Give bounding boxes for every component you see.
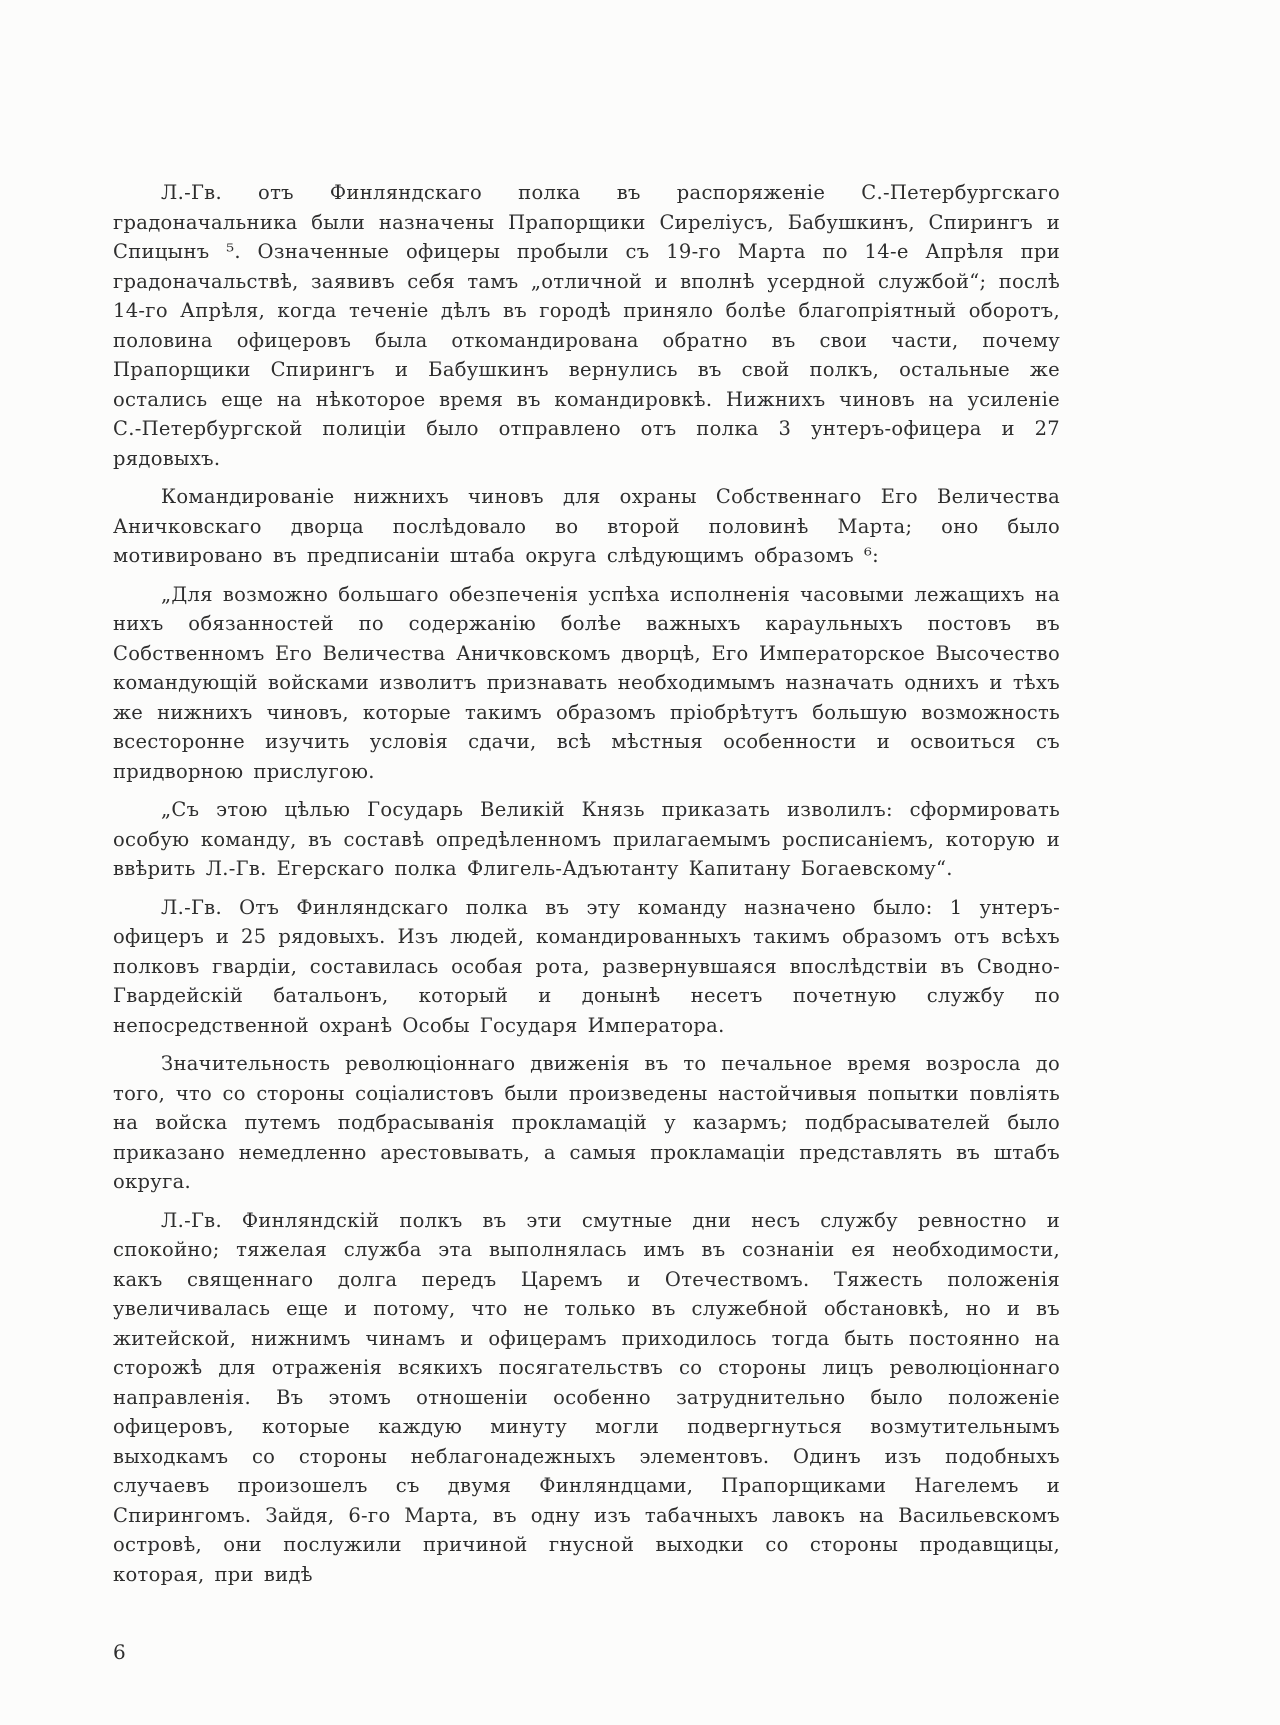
paragraph: Л.-Гв. Финляндскій полкъ въ эти смутные дни несъ службу ревностно и спокойно; тяжелая служба эта выполнялась имъ въ сознаніи ея необходимости, какъ священнаго долга передъ Царемъ и Отечествомъ. Тяжесть положенія увеличивалась еще и потому, что не только въ служебной обстановкѣ, но и въ житейской, нижнимъ чинамъ и офицерамъ приходилось тогда быть постоянно на сторожѣ для отраженія всякихъ посягательствъ со стороны лицъ революціоннаго направленія. Въ этомъ отношеніи особенно затруднительно было положеніе офицеровъ, которые каждую минуту могли подвергнуться возмутительнымъ выходкамъ со стороны неблагонадежныхъ элементовъ. Одинъ изъ подобныхъ случаевъ произошелъ съ двумя Финляндцами, Прапорщиками Нагелемъ и Спирингомъ. Зайдя, 6-го Марта, въ одну изъ табачныхъ лавокъ на Васильевскомъ островѣ, они послужили причиной гнусной выходки со стороны продавщицы, которая, при видѣ [113, 1208, 1060, 1586]
paragraph: Л.-Гв. отъ Финляндскаго полка въ распоряженіе С.-Петербургскаго градоначальника были назначены Прапорщики Сиреліусъ, Бабушкинъ, Спирингъ и Спицынъ ⁵. Означенные офицеры пробыли съ 19-го Марта по 14-е Апрѣля при градоначальствѣ, заявивъ себя тамъ „отличной и вполнѣ усердной службой“; послѣ 14-го Апрѣля, когда теченіе дѣлъ въ городѣ приняло болѣе благопріятный оборотъ, половина офицеровъ была откомандирована обратно въ свои части, почему Прапорщики Спирингъ и Бабушкинъ вернулись въ свой полкъ, остальные же остались еще на нѣкоторое время въ командировкѣ. Нижнихъ чиновъ на усиленіе С.-Петербургской полиціи было отправлено отъ полка 3 унтеръ-офицера и 27 рядовыхъ. [113, 181, 1060, 470]
paragraph: Командированіе нижнихъ чиновъ для охраны Собственнаго Его Величества Аничковскаго дворца послѣдовало во второй половинѣ Марта; оно было мотивировано въ предписаніи штаба округа слѣдующимъ образомъ ⁶: [113, 485, 1060, 567]
page-number: 6 [113, 1640, 127, 1664]
paragraph: „Съ этою цѣлью Государь Великій Князь приказать изволилъ: сформировать особую команду, въ составѣ опредѣленномъ прилагаемымъ росписаніемъ, которую и ввѣрить Л.-Гв. Егерскаго полка Флигель-Адъютанту Капитану Богаевскому“. [113, 798, 1060, 880]
paragraph: „Для возможно большаго обезпеченія успѣха исполненія часовыми лежащихъ на нихъ обязанностей по содержанію болѣе важныхъ караульныхъ постовъ въ Собственномъ Его Величества Аничковскомъ дворцѣ, Его Императорское Высочество командующій войсками изволитъ признавать необходимымъ назначать однихъ и тѣхъ же нижнихъ чиновъ, которые такимъ образомъ пріобрѣтутъ большую возможность всесторонне изучить условія сдачи, всѣ мѣстныя особенности и освоиться съ придворною прислугою. [113, 582, 1060, 783]
paragraph: Значительность революціоннаго движенія въ то печальное время возросла до того, что со стороны соціалистовъ были произведены настойчивыя попытки повліять на войска путемъ подбрасыванія прокламацій у казармъ; подбрасывателей было приказано немедленно арестовывать, а самыя прокламаціи представлять въ штабъ округа. [113, 1052, 1060, 1193]
text-block [113, 178, 1060, 1598]
paragraph: Л.-Гв. Отъ Финляндскаго полка въ эту команду назначено было: 1 унтеръ-офицеръ и 25 рядовыхъ. Изъ людей, командированныхъ такимъ образомъ отъ всѣхъ полковъ гвардіи, составилась особая рота, развернувшаяся впослѣдствіи въ Сводно-Гвардейскій батальонъ, который и донынѣ несетъ почетную службу по непосредственной охранѣ Особы Государя Императора. [113, 895, 1060, 1037]
